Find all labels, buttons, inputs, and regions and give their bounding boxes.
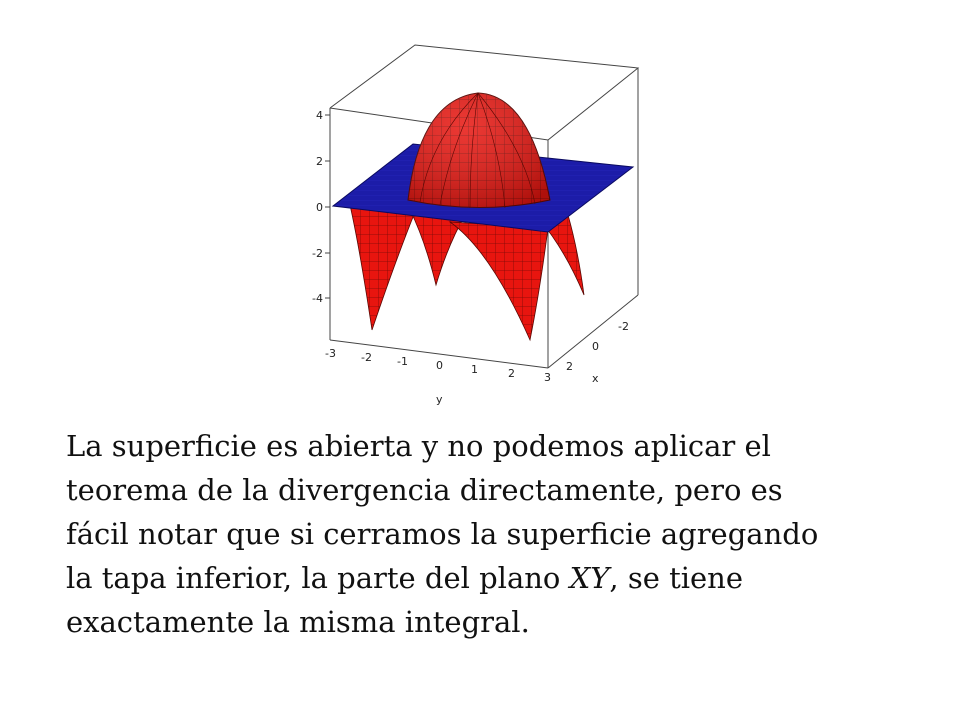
x-axis-label: x (592, 372, 599, 385)
y-axis-label: y (436, 393, 443, 406)
y-tick: 0 (436, 359, 443, 372)
y-tick: -1 (397, 355, 408, 368)
paragraph-line: exactamente la misma integral. (66, 605, 530, 639)
paragraph-line: La superficie es abierta y no podemos aplicar el (66, 429, 771, 463)
z-tick: -2 (312, 247, 323, 260)
paragraph-line: teorema de la divergencia directamente, pero es (66, 473, 783, 507)
y-tick: 3 (544, 371, 551, 384)
z-tick: 4 (316, 109, 323, 122)
paragraph-line (66, 556, 926, 600)
paragraph-text: , se tiene (609, 561, 744, 595)
y-axis (325, 347, 551, 406)
math-xy: XY (569, 561, 610, 595)
z-tick: 2 (316, 155, 323, 168)
surface-dome (408, 93, 550, 208)
z-tick: -4 (312, 292, 323, 305)
y-tick: 1 (471, 363, 478, 376)
paragraph-line: fácil notar que si cerramos la superficie agregando (66, 517, 819, 551)
body-paragraph (66, 424, 926, 644)
x-axis (566, 320, 629, 385)
z-axis (312, 109, 330, 305)
y-tick: -2 (361, 351, 372, 364)
z-tick: 0 (316, 201, 323, 214)
y-tick: 2 (508, 367, 515, 380)
x-tick: 0 (592, 340, 599, 353)
x-tick: -2 (618, 320, 629, 333)
x-tick: 2 (566, 360, 573, 373)
paragraph-text: la tapa inferior, la parte del plano (66, 561, 570, 595)
y-tick: -3 (325, 347, 336, 360)
